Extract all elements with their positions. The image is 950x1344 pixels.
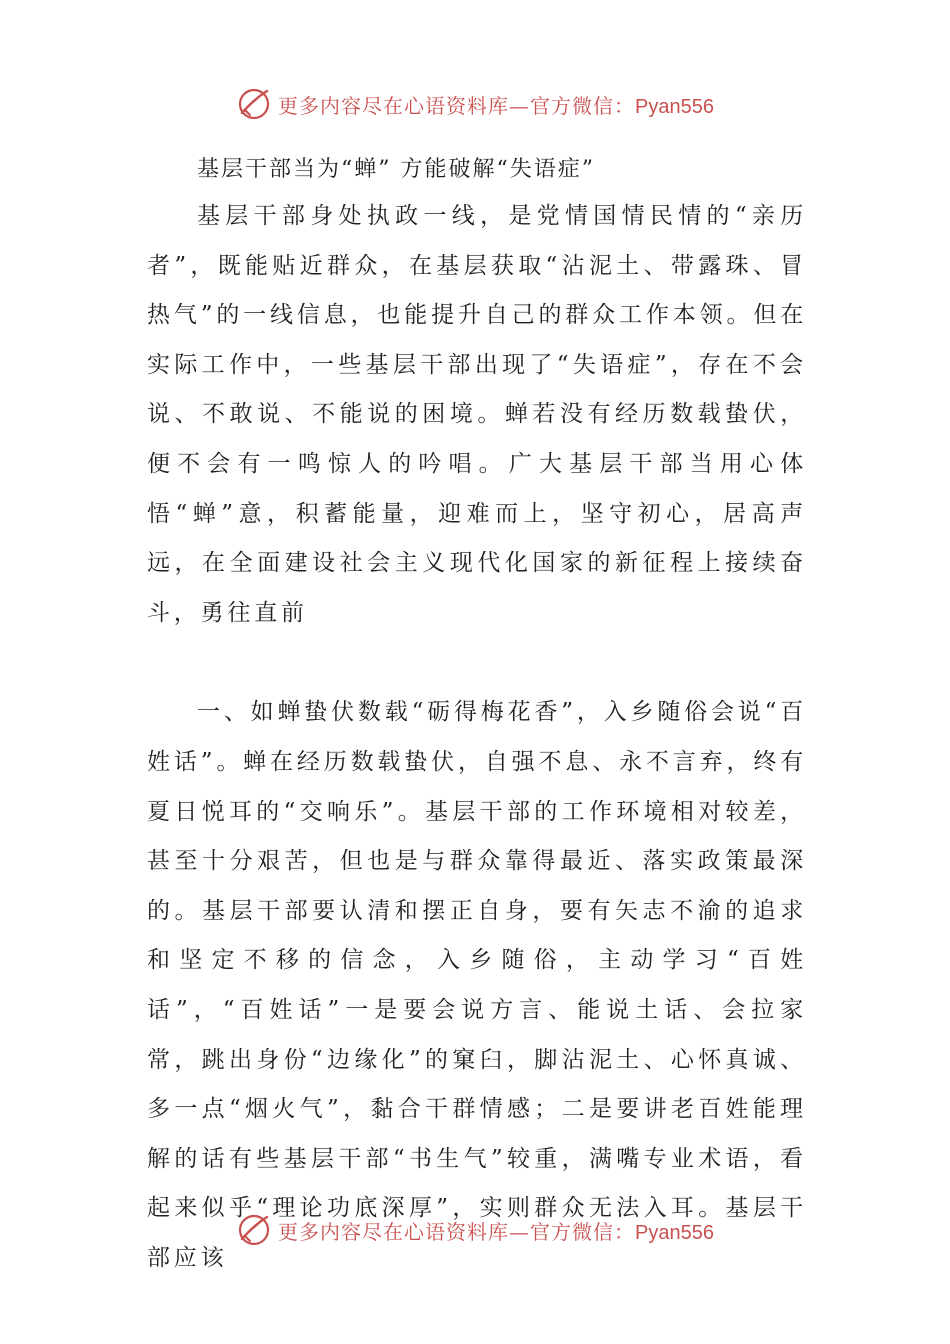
watermark-header bbox=[0, 84, 950, 124]
watermark-text: 更多内容尽在心语资料库—官方微信：Pyan556 bbox=[278, 1219, 714, 1244]
document-title: 基层干部当为“蝉” 方能破解“失语症” bbox=[197, 157, 595, 182]
pen-circle-logo-icon bbox=[236, 86, 272, 122]
paragraph-intro: 基层干部身处执政一线，是党情国情民情的“亲历者”，既能贴近群众，在基层获取“沾泥土、带露珠、冒热气”的一线信息，也能提升自己的群众工作本领。但在实际工作中，一些基层干部出现了“失语症”，存在不会说、不敢说、不能说的困境。蝉若没有经历数载蛰伏，便不会有一鸣惊人的吟唱。广大基层干部当用心体悟“蝉”意，积蓄能量，迎难而上，坚守初心，居高声远，在全面建设社会主义现代化国家的新征程上接续奋斗，勇往直前 bbox=[147, 203, 807, 626]
watermark-text: 更多内容尽在心语资料库—官方微信：Pyan556 bbox=[278, 93, 714, 118]
document-body bbox=[147, 148, 807, 1283]
watermark-footer bbox=[0, 1210, 950, 1250]
pen-circle-logo-icon bbox=[236, 1212, 272, 1248]
paragraph-section-one: 一、如蝉蛰伏数载“砺得梅花香”，入乡随俗会说“百姓话”。蝉在经历数载蛰伏，自强不息、永不言弃，终有夏日悦耳的“交响乐”。基层干部的工作环境相对较差，甚至十分艰苦，但也是与群众靠得最近、落实政策最深的。基层干部要认清和摆正自身，要有矢志不渝的追求和坚定不移的信念，入乡随俗，主动学习“百姓话”，“百姓话”一是要会说方言、能说土话、会拉家常，跳出身份“边缘化”的窠臼，脚沾泥土、心怀真诚、多一点“烟火气”，黏合干群情感；二是要讲老百姓能理解的话有些基层干部“书生气”较重，满嘴专业术语，看起来似乎“理论功底深厚”，实则群众无法入耳。基层干部应该 bbox=[147, 699, 807, 1271]
